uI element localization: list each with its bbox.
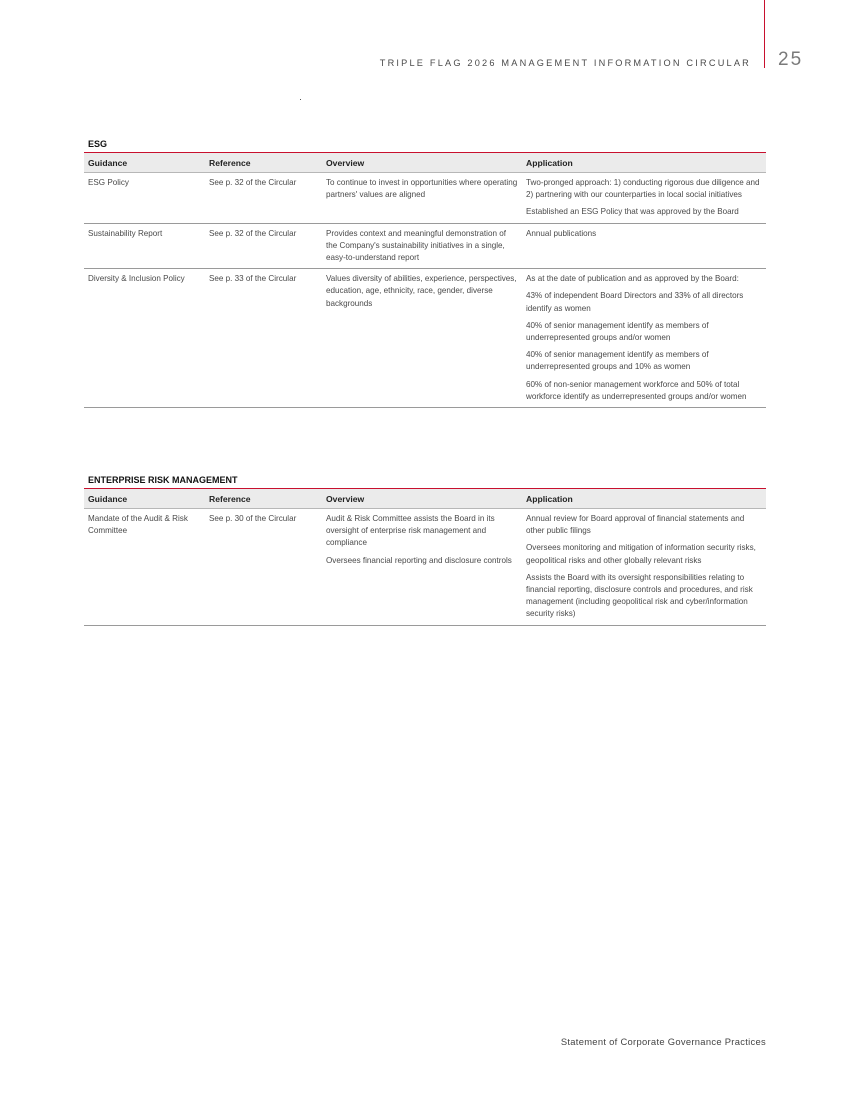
column-header-application: Application bbox=[522, 153, 766, 173]
application-text: Assists the Board with its oversight responsibilities relating to financial reporting, disclosure controls and procedures, and risk management (including geopolitical risk and cyber/information security risks) bbox=[526, 572, 753, 619]
footer-section-title: Statement of Corporate Governance Practices bbox=[560, 1036, 766, 1047]
overview-text: Provides context and meaningful demonstration of the Company's sustainability initiatives in a single, easy-to-understand report bbox=[326, 228, 506, 263]
esg-section bbox=[84, 137, 766, 408]
reference-cell: See p. 33 of the Circular bbox=[205, 269, 322, 408]
guidance-cell: Diversity & Inclusion Policy bbox=[84, 269, 205, 408]
application-text: 43% of independent Board Directors and 33% of all directors identify as women bbox=[526, 291, 744, 313]
column-header-guidance: Guidance bbox=[84, 489, 205, 509]
overview-text: Oversees financial reporting and disclosure controls bbox=[326, 555, 512, 565]
overview-cell bbox=[322, 223, 522, 269]
application-cell bbox=[522, 269, 766, 408]
table-header-row bbox=[84, 489, 766, 509]
guidance-cell: ESG Policy bbox=[84, 173, 205, 224]
table-row bbox=[84, 269, 766, 408]
column-header-overview: Overview bbox=[322, 489, 522, 509]
header-divider bbox=[764, 0, 765, 68]
reference-cell: See p. 32 of the Circular bbox=[205, 223, 322, 269]
overview-text: Values diversity of abilities, experience, perspectives, education, age, ethnicity, race, gender, diverse backgrounds bbox=[326, 274, 517, 308]
section-title-esg: ESG bbox=[88, 139, 108, 149]
esg-table bbox=[84, 152, 766, 408]
stray-mark bbox=[300, 99, 301, 100]
reference-cell: See p. 32 of the Circular bbox=[205, 173, 322, 224]
application-text: Two-pronged approach: 1) conducting rigorous due diligence and 2) partnering with our counterparties in local social initiatives bbox=[526, 178, 760, 200]
erm-section bbox=[84, 473, 766, 626]
overview-cell bbox=[322, 173, 522, 224]
table-row bbox=[84, 173, 766, 224]
erm-table bbox=[84, 488, 766, 626]
application-cell bbox=[522, 173, 766, 224]
column-header-overview: Overview bbox=[322, 153, 522, 173]
application-text: 40% of senior management identify as members of underrepresented groups and/or women bbox=[526, 320, 709, 343]
application-text: 40% of senior management identify as members of underrepresented groups and 10% as women bbox=[526, 350, 709, 372]
section-title-erm: ENTERPRISE RISK MANAGEMENT bbox=[88, 475, 238, 485]
table-header-row bbox=[84, 153, 766, 173]
application-text: 60% of non-senior management workforce and 50% of total workforce identify as underrepresented groups and/or women bbox=[526, 379, 747, 401]
overview-cell bbox=[322, 269, 522, 408]
guidance-cell: Sustainability Report bbox=[84, 223, 205, 269]
application-text: As at the date of publication and as approved by the Board: bbox=[526, 274, 739, 284]
application-text: Oversees monitoring and mitigation of information security risks, geopolitical risks and other globally relevant risks bbox=[526, 543, 756, 565]
reference-cell: See p. 30 of the Circular bbox=[205, 509, 322, 626]
column-header-guidance: Guidance bbox=[84, 153, 205, 173]
column-header-application: Application bbox=[522, 489, 766, 509]
application-cell bbox=[522, 223, 766, 269]
page-number: 25 bbox=[778, 49, 804, 70]
application-cell bbox=[522, 509, 766, 626]
guidance-cell: Mandate of the Audit & Risk Committee bbox=[84, 509, 205, 626]
overview-cell bbox=[322, 509, 522, 626]
column-header-reference: Reference bbox=[205, 153, 322, 173]
document-title: TRIPLE FLAG 2026 MANAGEMENT INFORMATION CIRCULAR bbox=[379, 58, 751, 68]
application-text: Annual review for Board approval of financial statements and other public filings bbox=[526, 514, 745, 536]
table-row bbox=[84, 509, 766, 626]
column-header-reference: Reference bbox=[205, 489, 322, 509]
overview-text: To continue to invest in opportunities where operating partners' values are aligned bbox=[326, 178, 518, 200]
application-text: Established an ESG Policy that was approved by the Board bbox=[526, 207, 739, 217]
application-text: Annual publications bbox=[526, 228, 597, 238]
overview-text: Audit & Risk Committee assists the Board in its oversight of enterprise risk management and compliance bbox=[326, 514, 495, 548]
table-row bbox=[84, 223, 766, 269]
